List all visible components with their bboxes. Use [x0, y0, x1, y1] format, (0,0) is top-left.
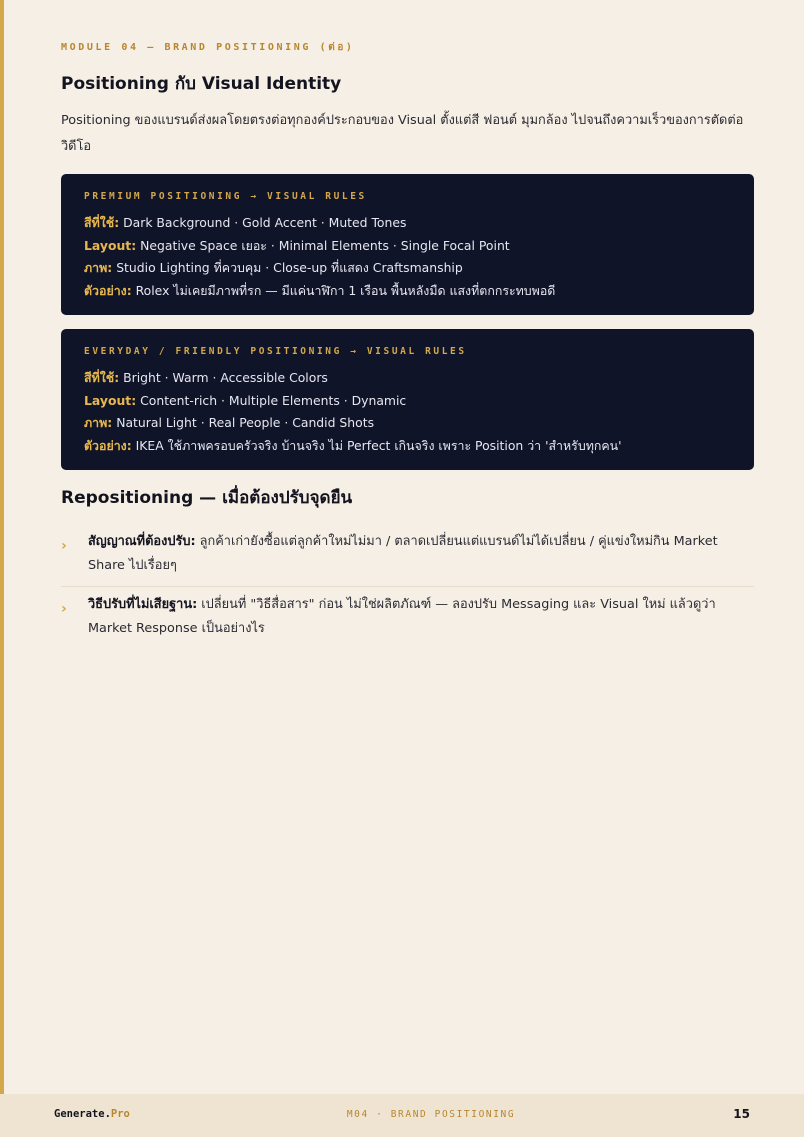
item-value: ลูกค้าเก่ายังซื้อแต่ลูกค้าใหม่ไม่มา / ตลาดเปลี่ยนแต่แบรนด์ไม่ได้เปลี่ยน / คู่แข่งใหม่กิน Market Share ไปเรื่อยๆ [88, 534, 718, 573]
page-footer [0, 1094, 804, 1137]
list-item [61, 586, 754, 649]
page-number: 15 [733, 1107, 750, 1121]
rule-key: ตัวอย่าง: [84, 282, 132, 298]
premium-rules-card [61, 174, 754, 315]
repositioning-list [61, 530, 754, 649]
rule-colors [84, 367, 732, 390]
rule-key: สีที่ใช้: [84, 215, 120, 230]
footer-module-label: M04 · BRAND POSITIONING [346, 1109, 516, 1120]
card-eyebrow: PREMIUM POSITIONING → VISUAL RULES [84, 191, 367, 202]
rule-key: Layout: [84, 237, 137, 253]
item-key: วิธีปรับที่ไม่เสียฐาน: [88, 597, 198, 612]
rule-colors [84, 212, 732, 235]
rule-key: ตัวอย่าง: [84, 437, 132, 453]
rule-value: Content-rich · Multiple Elements · Dynamic [136, 392, 407, 408]
page-title: Positioning กับ Visual Identity [61, 74, 342, 94]
page-content [61, 40, 754, 649]
rule-value: Natural Light · Real People · Candid Shots [112, 415, 375, 430]
rule-key: ภาพ: [84, 260, 113, 275]
rule-value: Studio Lighting ที่ควบคุม · Close-up ที่แสดง Craftsmanship [112, 260, 463, 275]
rule-value: IKEA ใช้ภาพครอบครัวจริง บ้านจริง ไม่ Perfect เกินจริง เพราะ Position ว่า 'สำหรับทุกคน' [131, 437, 622, 453]
rule-example [84, 435, 732, 458]
rule-key: ภาพ: [84, 415, 113, 430]
chevron-right-icon: › [61, 538, 67, 554]
module-eyebrow: MODULE 04 — BRAND POSITIONING (ต่อ) [61, 42, 355, 53]
rule-value: Bright · Warm · Accessible Colors [119, 370, 328, 385]
brand-main: Generate. [54, 1108, 111, 1120]
item-value: เปลี่ยนที่ "วิธีสื่อสาร" ก่อน ไม่ใช่ผลิตภัณฑ์ — ลองปรับ Messaging และ Visual ใหม่ แล้วดูว่า Market Response เป็นอย่างไร [88, 597, 716, 636]
chevron-right-icon: › [61, 601, 67, 617]
brand-accent: Pro [110, 1108, 130, 1120]
item-key: สัญญาณที่ต้องปรับ: [88, 534, 196, 549]
lead-paragraph: Positioning ของแบรนด์ส่งผลโดยตรงต่อทุกองค์ประกอบของ Visual ตั้งแต่สี ฟอนต์ มุมกล้อง ไปจนถึงความเร็วของการตัดต่อวิดีโอ [61, 113, 744, 154]
list-item [61, 530, 754, 586]
rule-layout [84, 235, 732, 258]
rule-key: สีที่ใช้: [84, 370, 120, 385]
left-accent-bar [0, 0, 4, 1094]
rule-key: Layout: [84, 392, 137, 408]
rule-value: Dark Background · Gold Accent · Muted Tones [119, 215, 407, 230]
rule-layout [84, 390, 732, 413]
everyday-rules-card [61, 329, 754, 470]
rule-value: Negative Space เยอะ · Minimal Elements · Single Focal Point [136, 237, 510, 253]
rule-value: Rolex ไม่เคยมีภาพที่รก — มีแค่นาฬิกา 1 เรือน พื้นหลังมืด แสงที่ตกกระทบพอดี [131, 282, 556, 298]
rule-image [84, 412, 732, 435]
section-title-repositioning: Repositioning — เมื่อต้องปรับจุดยืน [61, 488, 353, 508]
rule-image [84, 257, 732, 280]
card-eyebrow: EVERYDAY / FRIENDLY POSITIONING → VISUAL RULES [84, 346, 467, 357]
rule-example [84, 280, 732, 303]
